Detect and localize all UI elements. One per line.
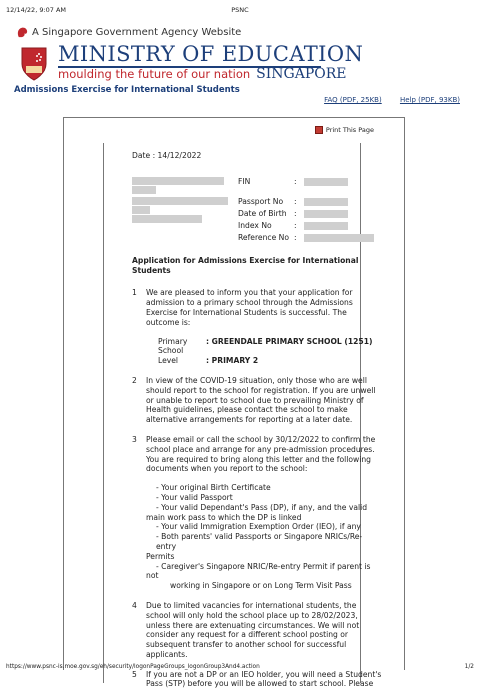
tagline-text: moulding the future of our nation <box>58 67 251 81</box>
field-colon: : <box>294 232 297 242</box>
primary-school-row <box>158 337 382 357</box>
help-links <box>308 96 460 104</box>
letter-title: Application for Admissions Exercise for International Students <box>132 255 359 275</box>
item-text: If you are not a DP or an IEO holder, you will need a Student's Pass (STP) before you will be allowed to start school. Please <box>146 669 382 689</box>
letter-date <box>132 151 382 161</box>
item-text: In view of the COVID-19 situation, only those who are well should report to the school for registration. If you are unwell or unable to report to school due to prevailing Ministry of Health guidelines, please contact the school to make alternative arrangements for reporting at a later date. <box>146 375 376 425</box>
field-label: Passport No <box>238 196 284 206</box>
letter-item <box>132 601 382 660</box>
gov-banner-text: A Singapore Government Agency Website <box>32 27 242 38</box>
field-label: Date of Birth <box>238 208 287 218</box>
item-number: 5 <box>132 669 137 679</box>
letter-frame <box>63 117 405 689</box>
document-item-continued: main work pass to which the DP is linked <box>146 512 302 522</box>
item-text: We are pleased to inform you that your application for admission to a primary school through the Admissions Exercise for International Students is successful. The outcome is: <box>146 288 353 327</box>
org-name: MINISTRY OF EDUCATION <box>58 42 364 66</box>
letter-item <box>132 288 382 366</box>
faq-link[interactable]: FAQ (PDF, 25KB) <box>324 96 382 104</box>
item-body <box>146 288 382 366</box>
item-number: 4 <box>132 600 137 610</box>
document-item: - Your valid Dependant's Pass (DP), if any, and the valid <box>156 502 368 512</box>
level-value: : PRIMARY 2 <box>206 356 259 366</box>
field-label: Reference No <box>238 232 289 242</box>
document-item: - Your original Birth Certificate <box>156 483 271 493</box>
document-item: - Both parents' valid Passports or Singapore NRICs/Re-entry <box>156 532 363 551</box>
page-heading: Admissions Exercise for International Students <box>14 85 240 95</box>
item-text: Please email or call the school by 30/12/2022 to confirm the school place and arrange for any pre-admission procedures. You are required to bring along this letter and the following documents when you report to the school: <box>146 434 376 474</box>
field-colon: : <box>294 176 297 186</box>
level-label: Level <box>158 356 179 366</box>
field-colon: : <box>294 196 297 206</box>
primary-school-value: : GREENDALE PRIMARY SCHOOL (1251) <box>206 336 373 346</box>
help-link[interactable]: Help (PDF, 93KB) <box>399 96 460 104</box>
redacted-name <box>132 177 224 185</box>
letter-content <box>132 151 382 699</box>
lion-head-icon <box>16 26 29 39</box>
field-fin <box>238 177 382 188</box>
item-body <box>146 435 382 591</box>
field-reference <box>238 233 382 244</box>
field-label: FIN <box>238 176 251 186</box>
letter-item <box>132 376 382 425</box>
redacted-value <box>304 198 348 206</box>
redacted-value <box>304 234 374 242</box>
print-page-label: Print This Page <box>325 126 374 134</box>
item-number: 3 <box>132 434 137 444</box>
item-text: Due to limited vacancies for international students, the school will only hold the school place up to 28/02/2023, unless there are extenuating circumstances. We will not consider any request for a different school posting or subsequent transfer to another school for successful applicants. <box>146 600 360 659</box>
level-row <box>158 356 382 366</box>
redacted-value <box>304 222 348 230</box>
print-url: https://www.psnc-is.moe.gov.sg/eh/security/logonPageGroups_logonGroup3And4.action <box>6 664 260 670</box>
primary-school-label: Primary School <box>158 336 188 356</box>
print-page-button[interactable] <box>315 126 374 134</box>
print-footer <box>6 664 474 674</box>
redacted-address <box>132 215 202 223</box>
printer-icon <box>315 126 323 134</box>
document-item-continued: not <box>146 571 159 581</box>
document-item-continued: Permits <box>146 551 175 561</box>
field-dob <box>238 209 382 220</box>
redacted-value <box>304 178 348 186</box>
document-item-continued: working in Singapore or on Long Term Visit Pass <box>170 581 352 591</box>
field-index <box>238 221 382 232</box>
date-label: Date : <box>132 151 156 160</box>
redacted-address <box>132 206 150 214</box>
item-number: 2 <box>132 375 137 385</box>
document-item: - Your valid Immigration Exemption Order (IEO), if any <box>156 522 361 532</box>
country-text: SINGAPORE <box>256 66 347 82</box>
redacted-name <box>132 186 156 194</box>
date-value: 14/12/2022 <box>157 151 202 160</box>
print-page-number: 1/2 <box>464 664 474 670</box>
field-colon: : <box>294 220 297 230</box>
field-label: Index No <box>238 220 272 230</box>
identity-block <box>132 173 382 243</box>
field-passport <box>238 197 382 208</box>
org-tagline <box>58 66 346 82</box>
documents-list <box>146 483 382 591</box>
print-datetime: 12/14/22, 9:07 AM <box>6 6 67 14</box>
redacted-value <box>304 210 348 218</box>
redacted-address <box>132 197 228 205</box>
moe-crest-logo <box>20 44 48 82</box>
letter-panel <box>103 143 382 689</box>
document-item: - Caregiver's Singapore NRIC/Re-entry Permit if parent is <box>156 561 371 571</box>
document-item: - Your valid Passport <box>156 492 233 502</box>
print-title: PSNC <box>231 6 249 14</box>
print-header <box>6 6 474 18</box>
letter-item <box>132 435 382 591</box>
field-colon: : <box>294 208 297 218</box>
item-number: 1 <box>132 288 137 298</box>
gov-banner <box>16 26 241 39</box>
